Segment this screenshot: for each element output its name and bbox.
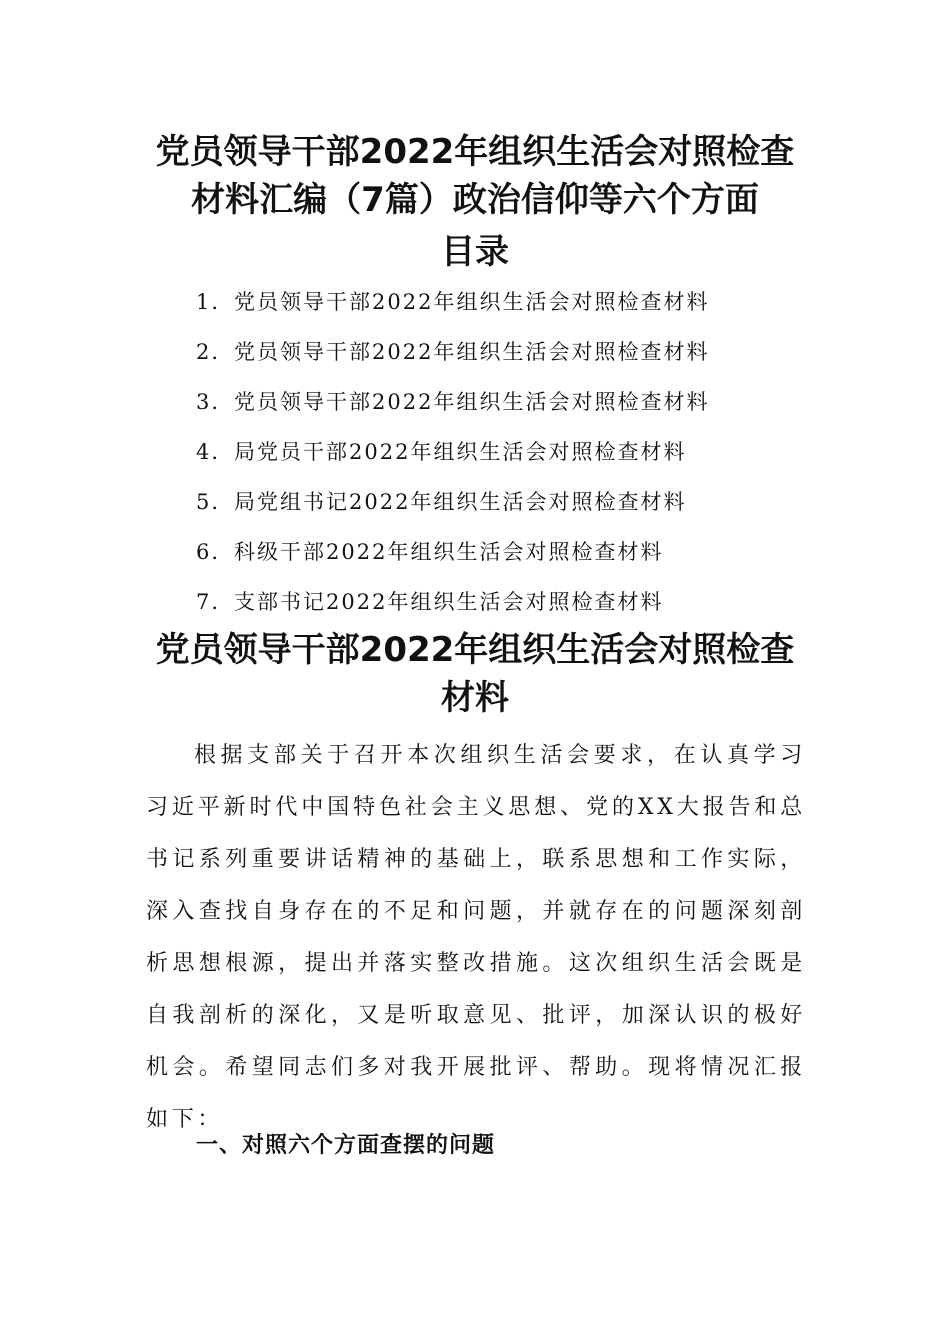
document-title-line-1: 党员领导干部2022年组织生活会对照检查 bbox=[155, 132, 795, 172]
document-title-line-2: 材料汇编（7篇）政治信仰等六个方面 bbox=[191, 180, 759, 220]
document-title bbox=[120, 128, 830, 224]
toc-item-number: 3. bbox=[196, 390, 221, 414]
toc-item-number: 1. bbox=[196, 290, 221, 314]
toc-item-number: 7. bbox=[196, 590, 221, 614]
toc-item bbox=[196, 382, 816, 432]
toc-item-text: 党员领导干部2022年组织生活会对照检查材料 bbox=[234, 390, 710, 414]
toc-item bbox=[196, 282, 816, 332]
toc-item bbox=[196, 582, 816, 632]
section-subheading: 一、对照六个方面查摆的问题 bbox=[196, 1133, 496, 1158]
toc-item-text: 支部书记2022年组织生活会对照检查材料 bbox=[234, 590, 664, 614]
toc-item-number: 4. bbox=[196, 440, 221, 464]
toc-item bbox=[196, 432, 816, 482]
toc-item-text: 党员领导干部2022年组织生活会对照检查材料 bbox=[234, 290, 710, 314]
section-title bbox=[120, 626, 830, 722]
toc-item-text: 局党员干部2022年组织生活会对照检查材料 bbox=[234, 440, 687, 464]
toc-heading: 目录 bbox=[441, 232, 509, 272]
section-title-line-2: 材料 bbox=[441, 678, 509, 718]
toc-item-text: 科级干部2022年组织生活会对照检查材料 bbox=[234, 540, 664, 564]
toc-item-text: 党员领导干部2022年组织生活会对照检查材料 bbox=[234, 340, 710, 364]
toc-item-number: 2. bbox=[196, 340, 221, 364]
toc-item bbox=[196, 482, 816, 532]
toc-item bbox=[196, 532, 816, 582]
toc-item-text: 局党组书记2022年组织生活会对照检查材料 bbox=[234, 490, 687, 514]
intro-paragraph: 根据支部关于召开本次组织生活会要求，在认真学习习近平新时代中国特色社会主义思想、党的XX大报告和总书记系列重要讲话精神的基础上，联系思想和工作实际，深入查找自身存在的不足和问题，并就存在的问题深刻剖析思想根源，提出并落实整改措施。这次组织生活会既是自我剖析的深化，又是听取意见、批评，加深认识的极好机会。希望同志们多对我开展批评、帮助。现将情况汇报如下： bbox=[146, 743, 806, 1132]
section-title-line-1: 党员领导干部2022年组织生活会对照检查 bbox=[155, 630, 795, 670]
toc-item bbox=[196, 332, 816, 382]
toc-item-number: 6. bbox=[196, 540, 221, 564]
toc-item-number: 5. bbox=[196, 490, 221, 514]
table-of-contents bbox=[196, 282, 816, 632]
